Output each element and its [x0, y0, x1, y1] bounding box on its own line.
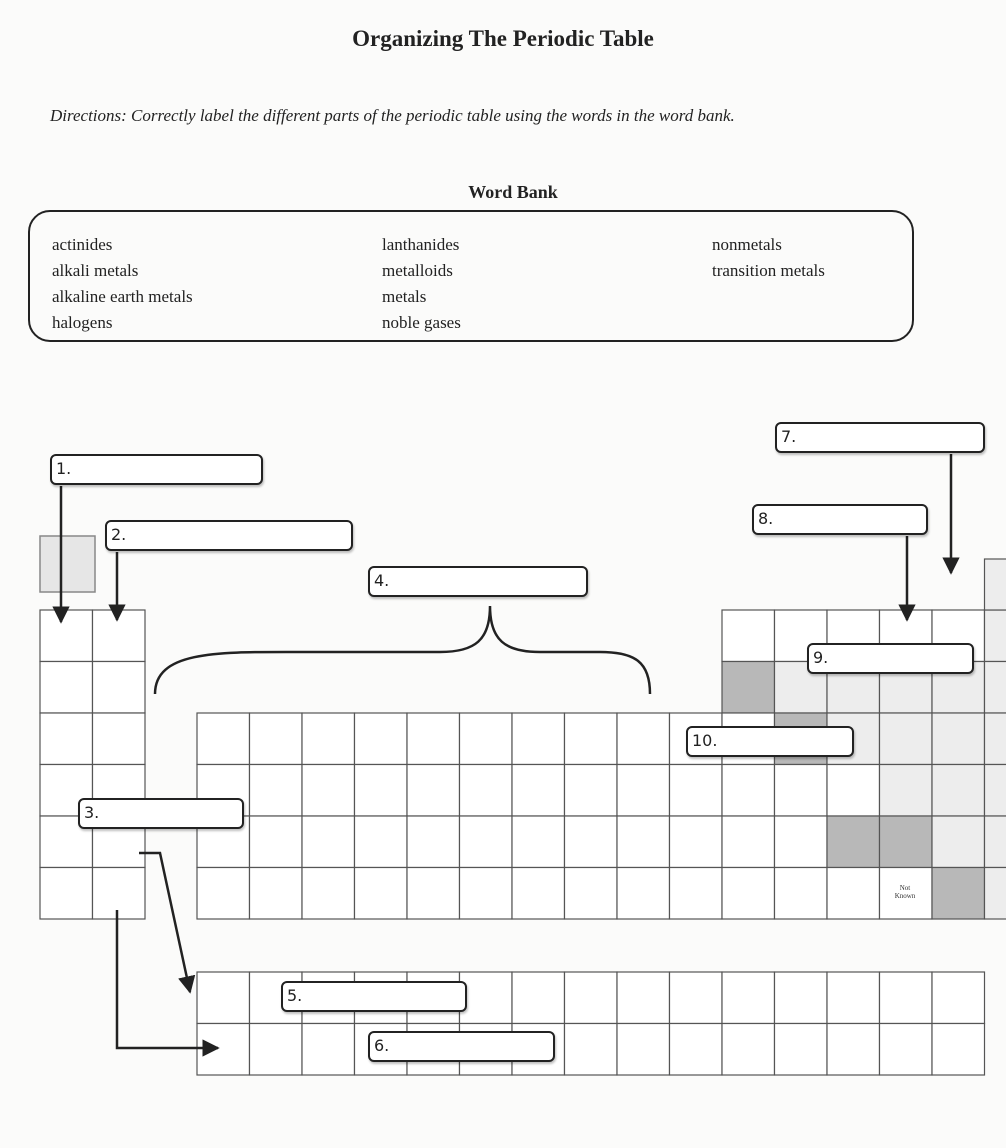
element-cell: [565, 868, 618, 920]
element-cell: [722, 765, 775, 817]
element-cell: [985, 559, 1006, 610]
element-cell: [880, 972, 933, 1024]
element-cell: [617, 765, 670, 817]
element-cell: [932, 972, 985, 1024]
element-cell: [302, 765, 355, 817]
element-cell: [250, 1024, 303, 1076]
word-bank-term: noble gases: [382, 313, 461, 332]
label-box-5[interactable]: 5.: [281, 981, 467, 1012]
element-cell: [722, 610, 775, 662]
element-cell: [932, 1024, 985, 1076]
label-box-1[interactable]: 1.: [50, 454, 263, 485]
element-cell: [827, 1024, 880, 1076]
element-cell: [722, 816, 775, 868]
element-cell: [985, 816, 1006, 868]
element-cell: [197, 713, 250, 765]
element-cell: [722, 972, 775, 1024]
element-cell: [880, 816, 933, 868]
element-cell: [932, 816, 985, 868]
element-cell: [512, 713, 565, 765]
element-cell: [40, 610, 93, 662]
element-cell: [565, 972, 618, 1024]
element-cell: [197, 868, 250, 920]
label-box-9[interactable]: 9.: [807, 643, 974, 674]
element-cell: [722, 868, 775, 920]
brace-transition-metals: [155, 606, 650, 694]
element-cell: [460, 972, 513, 1024]
word-bank-term: transition metals: [712, 261, 825, 280]
element-cell: [355, 816, 408, 868]
element-cell: [460, 713, 513, 765]
element-cell: [250, 765, 303, 817]
element-cell: [775, 816, 828, 868]
page-title: Organizing The Periodic Table: [352, 26, 654, 51]
word-bank-term: alkali metals: [52, 261, 139, 280]
label-box-7[interactable]: 7.: [775, 422, 985, 453]
element-cell: [932, 868, 985, 920]
label-box-6[interactable]: 6.: [368, 1031, 555, 1062]
hydrogen-cell: [40, 536, 95, 592]
element-cell: [985, 610, 1006, 662]
element-cell: [985, 868, 1006, 920]
element-cell: [93, 868, 146, 920]
element-cell: [985, 765, 1006, 817]
element-cell: [355, 868, 408, 920]
word-bank-title: Word Bank: [468, 182, 558, 202]
element-cell: [250, 816, 303, 868]
element-cell: [40, 662, 93, 714]
word-bank-term: lanthanides: [382, 235, 460, 254]
element-cell: [302, 1024, 355, 1076]
element-cell: [407, 713, 460, 765]
element-cell: [827, 765, 880, 817]
element-cell: [670, 972, 723, 1024]
element-cell: [880, 713, 933, 765]
element-cell: [40, 868, 93, 920]
element-cell: [302, 816, 355, 868]
element-cell: [670, 1024, 723, 1076]
element-cell: [250, 713, 303, 765]
element-cell: [932, 765, 985, 817]
element-cell: [617, 713, 670, 765]
word-bank-term: nonmetals: [712, 235, 782, 254]
word-bank-term: alkaline earth metals: [52, 287, 193, 306]
label-box-8[interactable]: 8.: [752, 504, 928, 535]
not-known-note: [880, 884, 930, 900]
word-bank-term: metalloids: [382, 261, 453, 280]
element-cell: [93, 713, 146, 765]
element-cell: [355, 713, 408, 765]
element-cell: [250, 868, 303, 920]
element-cell: [93, 662, 146, 714]
element-cell: [460, 765, 513, 817]
element-cell: [617, 972, 670, 1024]
element-cell: [512, 816, 565, 868]
label-box-2[interactable]: 2.: [105, 520, 353, 551]
element-cell: [407, 868, 460, 920]
element-cell: [827, 972, 880, 1024]
element-cell: [722, 662, 775, 714]
element-cell: [197, 972, 250, 1024]
element-cell: [932, 713, 985, 765]
element-cell: [93, 610, 146, 662]
element-cell: [617, 868, 670, 920]
element-cell: [565, 765, 618, 817]
element-cell: [775, 868, 828, 920]
element-cell: [460, 868, 513, 920]
directions: Directions: Correctly label the different parts of the periodic table using the words in the word bank.: [50, 106, 735, 125]
word-bank-term: metals: [382, 287, 427, 306]
element-cell: [407, 765, 460, 817]
element-cell: [670, 868, 723, 920]
element-cell: [512, 972, 565, 1024]
word-bank-term: actinides: [52, 235, 113, 254]
element-cell: [302, 868, 355, 920]
element-cell: [670, 816, 723, 868]
element-cell: [565, 816, 618, 868]
not-known-line-2: Known: [894, 892, 916, 900]
element-cell: [880, 1024, 933, 1076]
element-cell: [722, 1024, 775, 1076]
element-cell: [985, 713, 1006, 765]
element-cell: [40, 713, 93, 765]
element-cell: [460, 816, 513, 868]
label-box-3[interactable]: 3.: [78, 798, 244, 829]
element-cell: [880, 765, 933, 817]
element-cell: [565, 1024, 618, 1076]
element-cell: [775, 765, 828, 817]
element-cell: [302, 713, 355, 765]
element-cell: [775, 972, 828, 1024]
label-box-4[interactable]: 4.: [368, 566, 588, 597]
not-known-line-1: Not: [899, 884, 911, 892]
element-cell: [617, 816, 670, 868]
element-cell: [985, 662, 1006, 714]
element-cell: [827, 816, 880, 868]
element-cell: [565, 713, 618, 765]
arrow-3-lanthanides: [139, 853, 190, 992]
element-cell: [407, 816, 460, 868]
element-cell: [617, 1024, 670, 1076]
element-cell: [512, 868, 565, 920]
element-cell: [827, 868, 880, 920]
element-cell: [670, 765, 723, 817]
element-cell: [512, 765, 565, 817]
word-bank-term: halogens: [52, 313, 113, 332]
label-box-10[interactable]: 10.: [686, 726, 854, 757]
element-cell: [355, 765, 408, 817]
element-cell: [775, 1024, 828, 1076]
